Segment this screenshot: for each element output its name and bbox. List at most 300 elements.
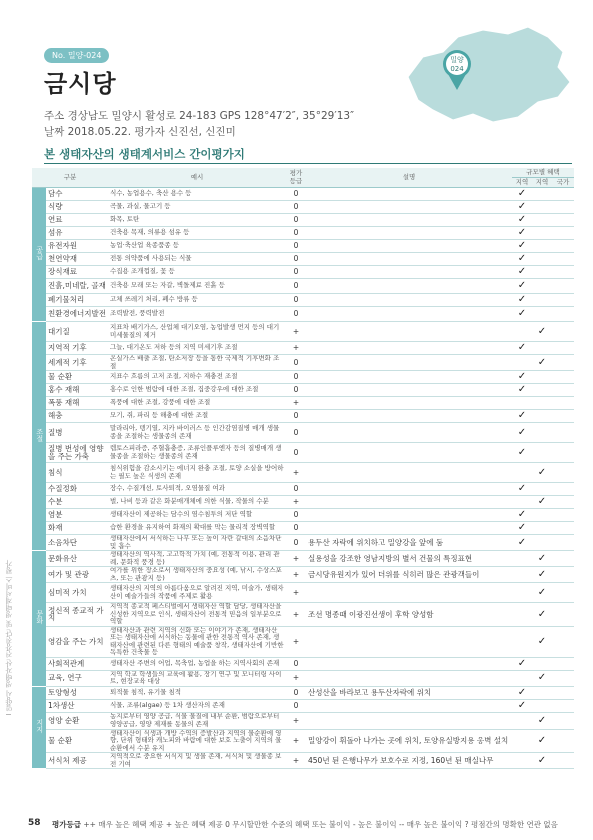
service-example: 고체 쓰레기 처리, 폐수 방류 등 bbox=[108, 294, 286, 307]
explanation bbox=[306, 214, 512, 227]
grade-value: 0 bbox=[286, 188, 306, 201]
service-item: 물 순환 bbox=[46, 371, 108, 384]
table-row bbox=[32, 583, 574, 603]
checkmark-icon: ✓ bbox=[512, 279, 532, 294]
map-pin-label-city: 밀양 bbox=[450, 56, 464, 64]
checkmark-icon: ✓ bbox=[532, 496, 552, 509]
explanation bbox=[306, 522, 512, 535]
grade-value: 0 bbox=[286, 657, 306, 670]
checkmark-icon bbox=[532, 342, 552, 355]
table-row bbox=[32, 699, 574, 712]
table-row bbox=[32, 496, 574, 509]
header-explanation: 설명 bbox=[306, 168, 512, 188]
checkmark-icon: ✓ bbox=[512, 371, 532, 384]
service-item: 화재 bbox=[46, 522, 108, 535]
grade-value: 0 bbox=[286, 509, 306, 522]
grade-value: + bbox=[286, 567, 306, 583]
grade-value: 0 bbox=[286, 371, 306, 384]
checkmark-icon: ✓ bbox=[532, 753, 552, 769]
checkmark-icon bbox=[552, 567, 574, 583]
explanation bbox=[306, 509, 512, 522]
service-example: 여가를 위한 장소로서 생태자산의 중요성 (예, 낚시, 수상스포츠, 또는 관광지 등) bbox=[108, 567, 286, 583]
grade-value: 0 bbox=[286, 253, 306, 266]
service-item: 1차생산 bbox=[46, 699, 108, 712]
explanation bbox=[306, 227, 512, 240]
service-example: 생태자산과 관련 지역의 신화 또는 이야기가 존재, 생태자산 또는 생태자산에 서식하는 동물에 관한 전통적 역사 존재, 생태자산에 관련된 다른 형태의 예술품 창작, 생태자산에 기반한 독특한 건축물 등 bbox=[108, 626, 286, 657]
service-example: 습한 환경을 유지하여 화재의 확대를 막는 물리적 장벽역할 bbox=[108, 522, 286, 535]
table-row bbox=[32, 753, 574, 769]
checkmark-icon bbox=[552, 322, 574, 342]
service-example: 식수, 농업용수, 축산 용수 등 bbox=[108, 188, 286, 201]
checkmark-icon: ✓ bbox=[512, 188, 532, 201]
service-example: 지표수 흐름의 고저 조절, 지하수 재충전 조절 bbox=[108, 371, 286, 384]
grade-value: 0 bbox=[286, 294, 306, 307]
service-item: 홍수 재해 bbox=[46, 384, 108, 397]
checkmark-icon bbox=[532, 509, 552, 522]
grade-value: + bbox=[286, 729, 306, 753]
checkmark-icon: ✓ bbox=[512, 410, 532, 423]
checkmark-icon: ✓ bbox=[512, 342, 532, 355]
checkmark-icon bbox=[552, 670, 574, 686]
table-row bbox=[32, 266, 574, 279]
service-example: 곡물, 과실, 물고기 등 bbox=[108, 201, 286, 214]
checkmark-icon bbox=[532, 410, 552, 423]
asset-number-badge: No. 밀양-024 bbox=[44, 48, 109, 63]
grade-value: + bbox=[286, 551, 306, 567]
section-title: 본 생태자산의 생태계서비스 간이평가지 bbox=[44, 147, 245, 161]
service-item: 세계적 기후 bbox=[46, 355, 108, 371]
checkmark-icon bbox=[552, 188, 574, 201]
checkmark-icon bbox=[512, 753, 532, 769]
checkmark-icon bbox=[552, 483, 574, 496]
checkmark-icon bbox=[532, 279, 552, 294]
service-example: 말라리아, 뎅기열, 지카 바이러스 등 인간감염질병 매개 생물종을 조절하는 생물종의 존재 bbox=[108, 423, 286, 443]
checkmark-icon bbox=[552, 201, 574, 214]
checkmark-icon bbox=[532, 307, 552, 322]
service-item: 진흙,미네랄, 골재 bbox=[46, 279, 108, 294]
service-example: 농업·축산업 육종품종 등 bbox=[108, 240, 286, 253]
grade-value: 0 bbox=[286, 227, 306, 240]
grade-value: + bbox=[286, 322, 306, 342]
side-running-title: I 밀양시 생태자산 건강진단 및 생태계서비스 평가 bbox=[5, 560, 13, 716]
explanation bbox=[306, 583, 512, 603]
service-item: 문화유산 bbox=[46, 551, 108, 567]
checkmark-icon: ✓ bbox=[512, 201, 532, 214]
service-example: 화목, 토탄 bbox=[108, 214, 286, 227]
grade-value: 0 bbox=[286, 522, 306, 535]
page-number: 58 bbox=[28, 818, 41, 828]
grade-value: 0 bbox=[286, 355, 306, 371]
table-row bbox=[32, 729, 574, 753]
checkmark-icon bbox=[512, 463, 532, 483]
explanation: 실용성을 강조한 영남지방의 별서 건물의 특징표현 bbox=[306, 551, 512, 567]
service-item: 침식 bbox=[46, 463, 108, 483]
checkmark-icon bbox=[552, 279, 574, 294]
checkmark-icon bbox=[532, 397, 552, 410]
table-row bbox=[32, 657, 574, 670]
header-scale-col: 지역 bbox=[532, 178, 552, 188]
service-example: 생태자산이 제공하는 담수의 염수침투의 저단 역할 bbox=[108, 509, 286, 522]
service-item: 질병 bbox=[46, 423, 108, 443]
service-item: 소음차단 bbox=[46, 535, 108, 551]
grade-value: + bbox=[286, 583, 306, 603]
table-row bbox=[32, 201, 574, 214]
grade-value: 0 bbox=[286, 535, 306, 551]
checkmark-icon bbox=[532, 201, 552, 214]
explanation bbox=[306, 463, 512, 483]
evaluation-table bbox=[32, 168, 574, 769]
checkmark-icon bbox=[532, 266, 552, 279]
service-example: 침식위험을 감소시키는 에너지 완충 조절, 토양 소실을 방어하는 필도 높은 식생의 존재 bbox=[108, 463, 286, 483]
checkmark-icon: ✓ bbox=[512, 535, 532, 551]
checkmark-icon: ✓ bbox=[532, 355, 552, 371]
service-item: 폐기물처리 bbox=[46, 294, 108, 307]
checkmark-icon: ✓ bbox=[512, 384, 532, 397]
checkmark-icon bbox=[512, 712, 532, 729]
checkmark-icon bbox=[532, 699, 552, 712]
service-example: 퇴적물 침적, 유기물 침적 bbox=[108, 686, 286, 699]
checkmark-icon: ✓ bbox=[532, 729, 552, 753]
table-row bbox=[32, 307, 574, 322]
service-example: 홍수로 인한 범람에 대한 조절, 집중강우에 대한 조절 bbox=[108, 384, 286, 397]
legend-label: 평가등급 bbox=[52, 820, 81, 829]
checkmark-icon: ✓ bbox=[532, 463, 552, 483]
checkmark-icon: ✓ bbox=[512, 294, 532, 307]
checkmark-icon bbox=[512, 397, 532, 410]
explanation bbox=[306, 626, 512, 657]
explanation bbox=[306, 322, 512, 342]
service-item: 천연약재 bbox=[46, 253, 108, 266]
table-row bbox=[32, 463, 574, 483]
grade-value: + bbox=[286, 712, 306, 729]
checkmark-icon bbox=[552, 397, 574, 410]
service-item: 섬유 bbox=[46, 227, 108, 240]
grade-value: 0 bbox=[286, 384, 306, 397]
explanation bbox=[306, 670, 512, 686]
table-row bbox=[32, 227, 574, 240]
group-label: 문화 bbox=[32, 551, 46, 687]
address-gps-line: 주소 경상남도 밀양시 활성로 24-183 GPS 128°47′2″, 35°29′13″ bbox=[44, 110, 355, 122]
service-example: 생태자산이 식생과 개방 수역의 증발산과 지역의 물순환에 영향, 단위 형태와 캐노피와 바람에 대한 보호 노출이 지역의 물순환에서 수분 유지 bbox=[108, 729, 286, 753]
checkmark-icon bbox=[512, 626, 532, 657]
service-example: 온실가스 배출 조절, 탄소저장 등을 통한 국제적 기후변화 조절 bbox=[108, 355, 286, 371]
grade-value: + bbox=[286, 463, 306, 483]
checkmark-icon bbox=[552, 686, 574, 699]
checkmark-icon bbox=[552, 384, 574, 397]
checkmark-icon: ✓ bbox=[532, 322, 552, 342]
service-item: 식량 bbox=[46, 201, 108, 214]
grade-value: 0 bbox=[286, 214, 306, 227]
service-example: 조력발전, 풍력발전 bbox=[108, 307, 286, 322]
checkmark-icon bbox=[512, 583, 532, 603]
page-title: 금시당 bbox=[44, 70, 117, 98]
service-item: 폭풍 재해 bbox=[46, 397, 108, 410]
checkmark-icon bbox=[532, 423, 552, 443]
header-example: 예시 bbox=[108, 168, 286, 188]
service-item: 교육, 연구 bbox=[46, 670, 108, 686]
table-row bbox=[32, 253, 574, 266]
checkmark-icon: ✓ bbox=[512, 522, 532, 535]
explanation bbox=[306, 657, 512, 670]
checkmark-icon: ✓ bbox=[512, 443, 532, 463]
service-item: 연료 bbox=[46, 214, 108, 227]
service-item: 수분 bbox=[46, 496, 108, 509]
checkmark-icon: ✓ bbox=[512, 699, 532, 712]
table-row bbox=[32, 355, 574, 371]
service-example: 전통 의약품에 사용되는 식물 bbox=[108, 253, 286, 266]
table-row bbox=[32, 670, 574, 686]
service-item: 수질정화 bbox=[46, 483, 108, 496]
checkmark-icon bbox=[532, 253, 552, 266]
table-row bbox=[32, 342, 574, 355]
checkmark-icon bbox=[512, 355, 532, 371]
checkmark-icon bbox=[532, 443, 552, 463]
service-item: 담수 bbox=[46, 188, 108, 201]
service-item: 영양 순환 bbox=[46, 712, 108, 729]
service-item: 사회적관계 bbox=[46, 657, 108, 670]
grade-value: 0 bbox=[286, 483, 306, 496]
checkmark-icon bbox=[552, 626, 574, 657]
checkmark-icon bbox=[552, 657, 574, 670]
service-example: 지역적 종교적 페스티벌에서 생태자산 역할 담당, 생태자산을 신성한 지역으로 인식, 생태자산이 전통적 믿음의 일부분으로 역할 bbox=[108, 603, 286, 627]
checkmark-icon bbox=[552, 355, 574, 371]
explanation bbox=[306, 240, 512, 253]
explanation: 산성산을 바라보고 용두산자락에 위치 bbox=[306, 686, 512, 699]
legend-text: ++ 매우 높은 혜택 제공 + 높은 혜택 제공 0 무시할만한 수준의 혜택 또는 불이익 - 높은 불이익 -- 매우 높은 불이익 ? 평점간의 명확한 연관 없음 bbox=[83, 820, 558, 829]
checkmark-icon: ✓ bbox=[532, 583, 552, 603]
checkmark-icon bbox=[532, 214, 552, 227]
grade-value: 0 bbox=[286, 699, 306, 712]
service-item: 해충 bbox=[46, 410, 108, 423]
checkmark-icon bbox=[552, 753, 574, 769]
explanation bbox=[306, 410, 512, 423]
checkmark-icon: ✓ bbox=[512, 657, 532, 670]
explanation bbox=[306, 188, 512, 201]
checkmark-icon bbox=[512, 603, 532, 627]
service-example: 벌, 나비 등과 같은 화분매개체에 의한 식물, 작물의 수분 bbox=[108, 496, 286, 509]
table-row bbox=[32, 603, 574, 627]
checkmark-icon: ✓ bbox=[512, 423, 532, 443]
header-scale-col: 지역 bbox=[512, 178, 532, 188]
service-item: 친환경에너지발전 bbox=[46, 307, 108, 322]
table-row bbox=[32, 443, 574, 463]
checkmark-icon: ✓ bbox=[532, 603, 552, 627]
header-scale: 규모별 혜택 bbox=[512, 168, 574, 178]
explanation: 조선 명종때 이광진선생이 후학 양성함 bbox=[306, 603, 512, 627]
table-row bbox=[32, 410, 574, 423]
table-row bbox=[32, 322, 574, 342]
checkmark-icon bbox=[552, 603, 574, 627]
map-pin-label-number: 024 bbox=[450, 65, 464, 73]
checkmark-icon bbox=[552, 371, 574, 384]
explanation bbox=[306, 355, 512, 371]
service-item: 심미적 가치 bbox=[46, 583, 108, 603]
checkmark-icon bbox=[532, 294, 552, 307]
checkmark-icon bbox=[552, 227, 574, 240]
service-example: 농지로부터 영양 공급, 식물 물질에 내부 순환, 범람으로부터 영양공급, 영양 제재를 동물의 존재 bbox=[108, 712, 286, 729]
checkmark-icon bbox=[532, 483, 552, 496]
checkmark-icon bbox=[552, 699, 574, 712]
checkmark-icon bbox=[552, 307, 574, 322]
explanation bbox=[306, 699, 512, 712]
checkmark-icon bbox=[532, 522, 552, 535]
service-example: 지표차 배기가스, 산업체 대기오염, 농업발생 먼지 등의 대기 미세물질의 제거 bbox=[108, 322, 286, 342]
grade-value: + bbox=[286, 496, 306, 509]
service-example: 생태자산 주변의 어업, 목축업, 농업을 하는 지역사회의 존재 bbox=[108, 657, 286, 670]
grade-value: 0 bbox=[286, 201, 306, 214]
checkmark-icon bbox=[552, 463, 574, 483]
service-example: 생태자산에서 서식하는 나무 또는 높이 자란 갈대의 소음차단 및 흡수 bbox=[108, 535, 286, 551]
table-row bbox=[32, 188, 574, 201]
service-example: 폭풍에 대한 조절, 강풍에 대한 조절 bbox=[108, 397, 286, 410]
table-row bbox=[32, 626, 574, 657]
service-item: 토양형성 bbox=[46, 686, 108, 699]
checkmark-icon bbox=[552, 551, 574, 567]
grade-value: 0 bbox=[286, 443, 306, 463]
checkmark-icon: ✓ bbox=[532, 712, 552, 729]
grade-value: 0 bbox=[286, 279, 306, 294]
table-row bbox=[32, 551, 574, 567]
checkmark-icon: ✓ bbox=[512, 509, 532, 522]
group-label: 공급 bbox=[32, 188, 46, 322]
header-scale-col: 국가 bbox=[552, 178, 574, 188]
explanation: 용두산 자락에 위치하고 밀양강을 앞에 둠 bbox=[306, 535, 512, 551]
table-row bbox=[32, 371, 574, 384]
checkmark-icon bbox=[552, 214, 574, 227]
explanation bbox=[306, 266, 512, 279]
region-map bbox=[388, 22, 578, 132]
service-example: 건축용 목재, 의류용 섬유 등 bbox=[108, 227, 286, 240]
service-item: 정신적 종교적 가치 bbox=[46, 603, 108, 627]
service-example: 수집용 조개껍질, 꽃 등 bbox=[108, 266, 286, 279]
service-item: 물 순환 bbox=[46, 729, 108, 753]
header-category: 구분 bbox=[32, 168, 108, 188]
service-example: 모기, 쥐, 파리 등 해충에 대한 조절 bbox=[108, 410, 286, 423]
checkmark-icon bbox=[552, 423, 574, 443]
table-row bbox=[32, 294, 574, 307]
grade-value: + bbox=[286, 397, 306, 410]
service-item: 질병 번성에 영향을 주는 가축 bbox=[46, 443, 108, 463]
explanation: 금시당유원지가 있어 더위를 식히러 많은 관광객들이 bbox=[306, 567, 512, 583]
checkmark-icon bbox=[532, 188, 552, 201]
explanation bbox=[306, 371, 512, 384]
table-row bbox=[32, 535, 574, 551]
checkmark-icon bbox=[552, 253, 574, 266]
table-row bbox=[32, 712, 574, 729]
service-example: 그늘, 대기온도 저하 등의 지역 미세기후 조절 bbox=[108, 342, 286, 355]
checkmark-icon bbox=[552, 443, 574, 463]
group-label: 지지 bbox=[32, 686, 46, 769]
service-item: 서식처 제공 bbox=[46, 753, 108, 769]
service-example: 생태자산의 역사적, 고고학적 가치 (예, 전통적 이용, 관리 관례, 문화적 풍경 등) bbox=[108, 551, 286, 567]
service-item: 대기질 bbox=[46, 322, 108, 342]
grade-value: 0 bbox=[286, 266, 306, 279]
checkmark-icon: ✓ bbox=[512, 227, 532, 240]
checkmark-icon bbox=[532, 240, 552, 253]
grade-value: + bbox=[286, 626, 306, 657]
service-example: 건축용 모래 또는 자갈, 벽돌제료 진흙 등 bbox=[108, 279, 286, 294]
grade-value: 0 bbox=[286, 686, 306, 699]
checkmark-icon bbox=[552, 522, 574, 535]
grade-value: 0 bbox=[286, 307, 306, 322]
service-item: 장식재료 bbox=[46, 266, 108, 279]
service-example: 지역 학교 학생들의 교육에 활용, 장기 연구 및 모니터링 사이트, 현장교육 대상 bbox=[108, 670, 286, 686]
checkmark-icon: ✓ bbox=[512, 483, 532, 496]
checkmark-icon bbox=[512, 322, 532, 342]
group-label: 조절 bbox=[32, 322, 46, 551]
checkmark-icon bbox=[532, 371, 552, 384]
table-row bbox=[32, 509, 574, 522]
service-item: 여가 및 관광 bbox=[46, 567, 108, 583]
checkmark-icon bbox=[512, 670, 532, 686]
checkmark-icon: ✓ bbox=[512, 240, 532, 253]
header-grade: 평가 등급 bbox=[286, 168, 306, 188]
grade-value: + bbox=[286, 670, 306, 686]
table-row bbox=[32, 483, 574, 496]
explanation bbox=[306, 294, 512, 307]
table-row bbox=[32, 214, 574, 227]
explanation bbox=[306, 342, 512, 355]
service-example: 지역적으로 중요한 서식지 및 생물 존재, 서식처 및 생물종 보전 기여 bbox=[108, 753, 286, 769]
checkmark-icon bbox=[552, 712, 574, 729]
explanation: 밀양강이 휘돌아 나가는 곳에 위치, 토양유실방지용 옹벽 설치 bbox=[306, 729, 512, 753]
table-row bbox=[32, 397, 574, 410]
grade-value: + bbox=[286, 603, 306, 627]
checkmark-icon bbox=[512, 729, 532, 753]
table-row bbox=[32, 384, 574, 397]
checkmark-icon bbox=[532, 686, 552, 699]
service-example: 장수, 수질개선, 토사퇴적, 오염물질 여과 bbox=[108, 483, 286, 496]
grade-value: 0 bbox=[286, 423, 306, 443]
checkmark-icon: ✓ bbox=[512, 253, 532, 266]
grade-value: 0 bbox=[286, 240, 306, 253]
checkmark-icon bbox=[552, 342, 574, 355]
grade-legend bbox=[52, 819, 558, 830]
grade-value: + bbox=[286, 342, 306, 355]
table-row bbox=[32, 686, 574, 699]
service-item: 유전자원 bbox=[46, 240, 108, 253]
service-item: 염분 bbox=[46, 509, 108, 522]
table-row bbox=[32, 240, 574, 253]
checkmark-icon bbox=[532, 657, 552, 670]
checkmark-icon: ✓ bbox=[512, 266, 532, 279]
explanation: 450년 된 은행나무가 보호수로 지정, 160년 된 매실나무 bbox=[306, 753, 512, 769]
explanation bbox=[306, 307, 512, 322]
grade-value: 0 bbox=[286, 410, 306, 423]
checkmark-icon bbox=[532, 535, 552, 551]
checkmark-icon bbox=[552, 266, 574, 279]
service-example: 생태자산의 지역의 아름다움으로 알려진 지역, 미술가, 생태자산이 예술가들의 작품에 주제로 활용 bbox=[108, 583, 286, 603]
checkmark-icon bbox=[552, 729, 574, 753]
explanation bbox=[306, 423, 512, 443]
date-evaluator-line: 날짜 2018.05.22. 평가자 신진선, 신진미 bbox=[44, 126, 236, 138]
checkmark-icon bbox=[552, 240, 574, 253]
checkmark-icon bbox=[532, 227, 552, 240]
checkmark-icon bbox=[552, 410, 574, 423]
explanation bbox=[306, 201, 512, 214]
explanation bbox=[306, 397, 512, 410]
checkmark-icon bbox=[552, 496, 574, 509]
checkmark-icon bbox=[512, 551, 532, 567]
checkmark-icon: ✓ bbox=[512, 307, 532, 322]
explanation bbox=[306, 712, 512, 729]
checkmark-icon: ✓ bbox=[512, 214, 532, 227]
checkmark-icon: ✓ bbox=[532, 670, 552, 686]
table-row bbox=[32, 423, 574, 443]
checkmark-icon bbox=[552, 509, 574, 522]
section-divider bbox=[44, 163, 572, 164]
service-example: 식물, 조류(algae) 등 1차 생산자의 존재 bbox=[108, 699, 286, 712]
